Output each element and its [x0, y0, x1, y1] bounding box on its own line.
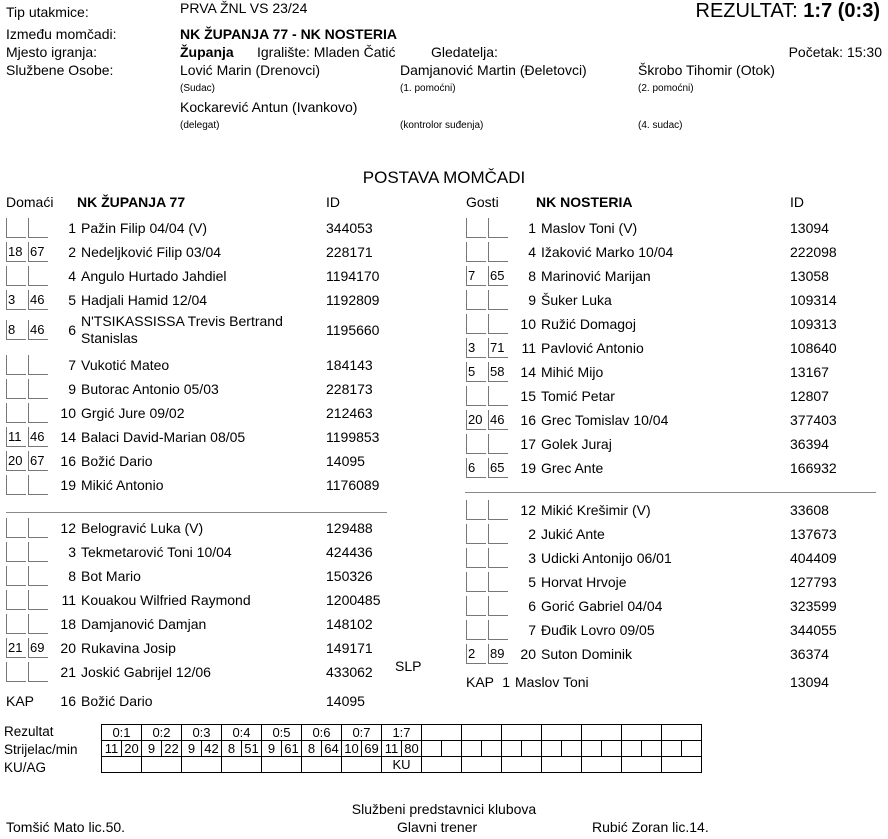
player-number: 12 [60, 520, 76, 536]
result-row [102, 725, 702, 741]
kuag-cell [102, 757, 142, 773]
player-id: 1195660 [326, 322, 380, 338]
player-id: 1200485 [326, 592, 381, 608]
scorer-cell: 9 [262, 741, 282, 757]
player-number: 14 [60, 429, 76, 445]
player-name: Suton Dominik [541, 646, 633, 662]
player-name: Gorić Gabriel 04/04 [541, 598, 663, 614]
kuag-cell [182, 757, 222, 773]
minute-box [28, 379, 48, 399]
scorer-row [102, 741, 702, 757]
player-number: 5 [68, 292, 76, 308]
strijelac-label: Strijelac/min [4, 742, 78, 757]
official-role: (delegat) [180, 120, 220, 131]
result-cell [662, 725, 702, 741]
minute-box [466, 218, 486, 238]
result-value: 1:7 (0:3) [803, 0, 880, 22]
minute-box [488, 548, 508, 568]
player-number: 2 [528, 526, 536, 542]
scorer-cell [602, 741, 622, 757]
minute-box: 3 [6, 290, 26, 310]
izmedu-label: Između momčadi: [6, 26, 117, 42]
player-name: Kouakou Wilfried Raymond [81, 592, 251, 608]
player-number: 2 [68, 244, 76, 260]
player-name: Ižaković Marko 10/04 [541, 244, 674, 260]
minute-box [466, 524, 486, 544]
player-id: 12807 [790, 388, 829, 404]
minute-box [6, 475, 26, 495]
player-name: Mikić Krešimir (V) [541, 502, 651, 518]
player-number: 19 [60, 477, 76, 493]
away-kap-id: 13094 [790, 674, 829, 690]
away-kap-label: KAP [466, 674, 495, 690]
player-name: Belogravić Luka (V) [81, 520, 204, 536]
minute-box [28, 614, 48, 634]
result-cell [542, 725, 582, 741]
player-name: Grgić Jure 09/02 [81, 405, 185, 421]
result-cell [422, 725, 462, 741]
minute-box [28, 566, 48, 586]
minute-box [488, 524, 508, 544]
player-id: 149171 [326, 640, 373, 656]
player-number: 20 [60, 640, 76, 656]
minute-box [466, 386, 486, 406]
player-id: 150326 [326, 568, 373, 584]
player-id: 36394 [790, 436, 829, 452]
player-name: Maslov Toni (V) [541, 220, 638, 236]
player-id: 377403 [790, 412, 837, 428]
player-id: 344055 [790, 622, 837, 638]
result-cell: 1:7 [382, 725, 422, 741]
scorer-cell [642, 741, 662, 757]
player-id: 323599 [790, 598, 837, 614]
kuag-cell [662, 757, 702, 773]
minute-box: 71 [488, 338, 508, 358]
kuag-cell: KU [382, 757, 422, 773]
official-role: (4. sudac) [638, 120, 683, 131]
player-number: 14 [520, 364, 536, 380]
player-name: Grec Tomislav 10/04 [541, 412, 669, 428]
player-id: 33608 [790, 502, 829, 518]
official-name: Lović Marin (Drenovci) [180, 62, 321, 78]
player-name: Nedeljković Filip 03/04 [81, 244, 222, 260]
kuag-cell [342, 757, 382, 773]
scorer-cell [682, 741, 702, 757]
minute-box [466, 242, 486, 262]
player-number: 6 [68, 322, 76, 338]
scorer-cell [522, 741, 542, 757]
player-name: Grec Ante [541, 460, 604, 476]
player-id: 109313 [790, 316, 837, 332]
home-kap-number: 16 [60, 693, 76, 709]
minute-box [6, 662, 26, 682]
player-number: 15 [520, 388, 536, 404]
scorer-cell [422, 741, 442, 757]
minute-box: 6 [466, 458, 486, 478]
player-name: Joskić Gabrijel 12/06 [81, 664, 211, 680]
player-name: Tekmetarović Toni 10/04 [81, 544, 232, 560]
player-id: 166932 [790, 460, 837, 476]
player-number: 16 [520, 412, 536, 428]
official-role: (1. pomoćni) [400, 83, 456, 94]
tip-value: PRVA ŽNL VS 23/24 [180, 0, 308, 16]
scorer-cell [502, 741, 522, 757]
minute-box [28, 475, 48, 495]
player-id: 148102 [326, 616, 373, 632]
player-name: Horvat Hrvoje [541, 574, 627, 590]
kuag-cell [502, 757, 542, 773]
minute-box [6, 218, 26, 238]
player-name: Šuker Luka [541, 292, 612, 308]
minute-box [488, 242, 508, 262]
player-name: Pavlović Antonio [541, 340, 644, 356]
kuag-cell [142, 757, 182, 773]
minute-box: 46 [28, 290, 48, 310]
player-name: N'TSIKASSISSA Trevis Bertrand Stanislas [81, 313, 283, 346]
official-name: Škrobo Tihomir (Otok) [638, 62, 775, 78]
kuag-cell [582, 757, 622, 773]
player-number: 12 [520, 502, 536, 518]
player-id: 433062 [326, 664, 373, 680]
minute-box: 46 [28, 320, 48, 340]
player-number: 7 [528, 622, 536, 638]
result-cell [582, 725, 622, 741]
official-role: (2. pomoćni) [638, 83, 694, 94]
scorer-cell: 20 [122, 741, 142, 757]
result-cell: 0:4 [222, 725, 262, 741]
minute-box [488, 434, 508, 454]
minute-box: 65 [488, 458, 508, 478]
lineup-title: POSTAVA MOMČADI [362, 168, 526, 187]
minute-box: 46 [28, 427, 48, 447]
player-note: SLP [395, 658, 422, 674]
minute-box [466, 572, 486, 592]
scoring-table [101, 724, 702, 773]
minute-box [28, 662, 48, 682]
scorer-cell [442, 741, 462, 757]
player-number: 10 [520, 316, 536, 332]
minute-box: 7 [466, 266, 486, 286]
minute-box [466, 500, 486, 520]
home-kap-id: 14095 [326, 693, 365, 709]
player-name: Balaci David-Marian 08/05 [81, 429, 246, 445]
minute-box [466, 548, 486, 568]
player-id: 13094 [790, 220, 829, 236]
result-label: REZULTAT: [695, 0, 798, 22]
minute-box: 18 [6, 242, 26, 262]
player-id: 228171 [326, 244, 373, 260]
minute-box [488, 290, 508, 310]
away-team-name: NK NOSTERIA [536, 194, 633, 210]
away-kap-name: Maslov Toni [515, 674, 589, 690]
head-coach-label: Glavni trener [397, 819, 478, 835]
kuag-cell [222, 757, 262, 773]
player-id: 424436 [326, 544, 373, 560]
scorer-cell [582, 741, 602, 757]
match-teams: NK ŽUPANJA 77 - NK NOSTERIA [180, 26, 398, 42]
minute-box [488, 218, 508, 238]
kuag-cell [262, 757, 302, 773]
scorer-cell: 11 [382, 741, 402, 757]
minute-box [466, 434, 486, 454]
kuag-label: KU/AG [4, 760, 47, 775]
minute-box [6, 542, 26, 562]
minute-box [6, 403, 26, 423]
player-id: 36374 [790, 646, 829, 662]
minute-box [488, 596, 508, 616]
official-role: (Sudac) [180, 83, 216, 94]
player-name: Bot Mario [81, 568, 141, 584]
scorer-cell: 64 [322, 741, 342, 757]
footer-left-person: Tomšić Mato lic.50. [6, 819, 126, 835]
minute-box: 2 [466, 644, 486, 664]
minute-box [488, 620, 508, 640]
scorer-cell: 8 [302, 741, 322, 757]
minute-box [28, 518, 48, 538]
minute-box: 20 [466, 410, 486, 430]
scorer-cell [662, 741, 682, 757]
player-number: 20 [520, 646, 536, 662]
player-name: Jukić Ante [541, 526, 605, 542]
kickoff: Početak: 15:30 [788, 44, 882, 60]
minute-box: 3 [466, 338, 486, 358]
player-id: 1199853 [326, 429, 380, 445]
minute-box [6, 566, 26, 586]
player-name: Vukotić Mateo [81, 357, 170, 373]
official-name: Damjanović Martin (Đeletovci) [400, 62, 587, 78]
minute-box: 11 [6, 427, 26, 447]
minute-box: 20 [6, 451, 26, 471]
player-id: 108640 [790, 340, 837, 356]
player-number: 10 [60, 405, 76, 421]
player-number: 4 [528, 244, 536, 260]
scorer-cell: 22 [162, 741, 182, 757]
player-number: 11 [61, 592, 76, 608]
player-id: 13167 [790, 364, 829, 380]
tip-label: Tip utakmice: [6, 4, 89, 20]
player-id: 228173 [326, 381, 373, 397]
scorer-cell [622, 741, 642, 757]
player-name: Hadjali Hamid 12/04 [81, 292, 208, 308]
scorer-cell [462, 741, 482, 757]
player-number: 11 [521, 340, 536, 356]
player-id: 137673 [790, 526, 837, 542]
result-cell: 0:5 [262, 725, 302, 741]
player-name: Rukavina Josip [81, 640, 176, 656]
minute-box: 46 [488, 410, 508, 430]
player-number: 17 [520, 436, 536, 452]
minute-box [28, 542, 48, 562]
result-header [696, 0, 881, 23]
player-number: 7 [68, 357, 76, 373]
away-separator [465, 492, 876, 493]
player-name: Marinović Marijan [541, 268, 651, 284]
minute-box [466, 596, 486, 616]
player-id: 14095 [326, 453, 365, 469]
scorer-cell: 69 [362, 741, 382, 757]
player-name: Mihić Mijo [541, 364, 604, 380]
scorer-cell [562, 741, 582, 757]
scorer-cell [542, 741, 562, 757]
player-id: 212463 [326, 405, 373, 421]
result-cell: 0:3 [182, 725, 222, 741]
player-name: Mikić Antonio [81, 477, 164, 493]
result-cell: 0:1 [102, 725, 142, 741]
player-number: 4 [68, 268, 76, 284]
home-label: Domaći [6, 194, 54, 210]
minute-box [28, 403, 48, 423]
kuag-row [102, 757, 702, 773]
kuag-cell [302, 757, 342, 773]
kuag-cell [542, 757, 582, 773]
player-number: 3 [68, 544, 76, 560]
player-number: 6 [528, 598, 536, 614]
scorer-cell: 9 [142, 741, 162, 757]
minute-box [6, 355, 26, 375]
away-label: Gosti [466, 194, 499, 210]
result-cell [502, 725, 542, 741]
kuag-cell [422, 757, 462, 773]
minute-box [488, 500, 508, 520]
mjesto-label: Mjesto igranja: [6, 44, 98, 60]
scorer-cell: 10 [342, 741, 362, 757]
player-id: 222098 [790, 244, 837, 260]
player-name: Angulo Hurtado Jahdiel [81, 268, 227, 284]
minute-box [488, 386, 508, 406]
minute-box [28, 218, 48, 238]
scorer-cell: 11 [102, 741, 122, 757]
minute-box [466, 314, 486, 334]
player-number: 21 [60, 664, 76, 680]
away-id-header: ID [790, 194, 804, 210]
kuag-cell [622, 757, 662, 773]
minute-box: 58 [488, 362, 508, 382]
scorer-cell [482, 741, 502, 757]
head-coach-name: Rubić Zoran lic.14. [592, 819, 709, 835]
minute-box [28, 355, 48, 375]
minute-box [466, 620, 486, 640]
minute-box: 5 [466, 362, 486, 382]
minute-box: 65 [488, 266, 508, 286]
scorer-cell: 42 [202, 741, 222, 757]
official-role: (kontrolor suđenja) [400, 120, 484, 131]
home-id-header: ID [326, 194, 340, 210]
player-id: 184143 [326, 357, 373, 373]
player-number: 9 [528, 292, 536, 308]
result-cell [622, 725, 662, 741]
minute-box: 8 [6, 320, 26, 340]
player-name: Udicki Antonijo 06/01 [541, 550, 672, 566]
player-number: 16 [60, 453, 76, 469]
player-id: 109314 [790, 292, 837, 308]
player-id: 344053 [326, 220, 373, 236]
home-separator [6, 512, 387, 513]
representatives-title: Službeni predstavnici klubova [351, 801, 537, 817]
home-kap-name: Božić Dario [81, 693, 153, 709]
pitch: Igralište: Mladen Čatić [257, 44, 396, 60]
player-number: 8 [68, 568, 76, 584]
minute-box: 89 [488, 644, 508, 664]
result-cell: 0:2 [142, 725, 182, 741]
scorer-cell: 80 [402, 741, 422, 757]
player-id: 129488 [326, 520, 373, 536]
home-team-name: NK ŽUPANJA 77 [77, 194, 186, 210]
player-number: 1 [68, 220, 76, 236]
player-name: Ružić Domagoj [541, 316, 636, 332]
minute-box: 67 [28, 242, 48, 262]
minute-box [28, 590, 48, 610]
player-name: Božić Dario [81, 453, 153, 469]
minute-box [6, 518, 26, 538]
player-id: 13058 [790, 268, 829, 284]
player-number: 5 [528, 574, 536, 590]
player-name: Damjanović Damjan [81, 616, 207, 632]
minute-box: 67 [28, 451, 48, 471]
player-number: 8 [528, 268, 536, 284]
minute-box [6, 614, 26, 634]
player-name: Tomić Petar [541, 388, 615, 404]
minute-box [6, 590, 26, 610]
spectators: Gledatelja: [431, 44, 498, 60]
minute-box: 69 [28, 638, 48, 658]
minute-box [6, 379, 26, 399]
player-id: 127793 [790, 574, 837, 590]
minute-box [488, 572, 508, 592]
player-number: 1 [528, 220, 536, 236]
scorer-cell: 8 [222, 741, 242, 757]
minute-box [28, 266, 48, 286]
player-name: Pažin Filip 04/04 (V) [81, 220, 208, 236]
minute-box [488, 314, 508, 334]
player-id: 1176089 [326, 477, 380, 493]
player-number: 19 [520, 460, 536, 476]
player-name: Golek Juraj [541, 436, 612, 452]
venue: Županja [180, 44, 234, 60]
player-name: Butorac Antonio 05/03 [81, 381, 219, 397]
scorer-cell: 51 [242, 741, 262, 757]
result-cell [462, 725, 502, 741]
official-name: Kockarević Antun (Ivankovo) [180, 99, 358, 115]
player-number: 3 [528, 550, 536, 566]
result-cell: 0:6 [302, 725, 342, 741]
away-kap-number: 1 [502, 674, 510, 690]
kuag-cell [462, 757, 502, 773]
player-id: 404409 [790, 550, 837, 566]
home-kap-label: KAP [6, 693, 35, 709]
player-id: 1194170 [326, 268, 380, 284]
minute-box [466, 290, 486, 310]
minute-box [6, 266, 26, 286]
player-number: 18 [60, 616, 76, 632]
player-number: 9 [68, 381, 76, 397]
player-id: 1192809 [326, 292, 380, 308]
minute-box: 21 [6, 638, 26, 658]
rezultat-label: Rezultat [4, 724, 54, 739]
scorer-cell: 61 [282, 741, 302, 757]
scorer-cell: 9 [182, 741, 202, 757]
osobe-label: Službene Osobe: [6, 62, 114, 78]
player-name: Đuđik Lovro 09/05 [541, 622, 655, 638]
result-cell: 0:7 [342, 725, 382, 741]
